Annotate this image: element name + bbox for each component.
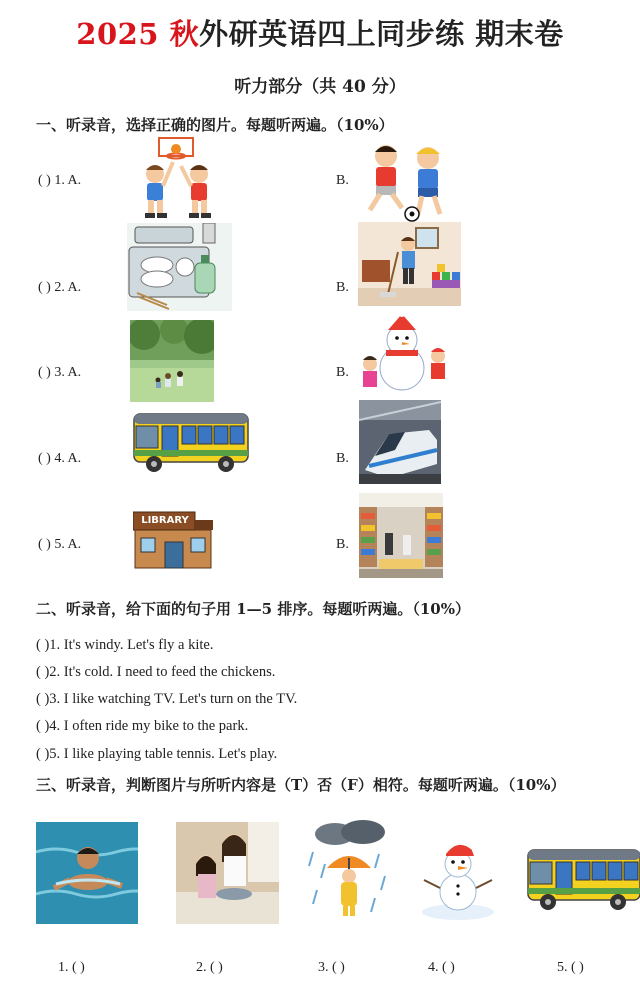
q5-b-label: B.	[336, 537, 349, 552]
s3-bus-image	[526, 846, 640, 914]
q2-label: ( ) 2. A.	[38, 280, 82, 295]
q3-b-label: B.	[336, 365, 349, 380]
q4-b-label: B.	[336, 451, 349, 466]
q3-label: ( ) 3. A.	[38, 365, 82, 380]
section2-heading: 二、听录音，给下面的句子用 1—5 排序。每题听两遍。（10%）	[36, 600, 470, 618]
q3-a-park-picnic-image	[130, 320, 214, 402]
q5-b-supermarket-image	[359, 493, 443, 578]
s3-answer-3: 3. ( )	[318, 960, 345, 975]
q4-b-train-image	[359, 400, 441, 484]
s3-swimming-image	[36, 822, 138, 924]
sentence-5: ( )5. I like playing table tennis. Let's play.	[36, 746, 278, 762]
q4-a-bus-image	[130, 410, 250, 474]
s3-snowman-image	[418, 838, 498, 922]
q1-label: ( ) 1. A.	[38, 173, 82, 188]
s3-rainy-image	[305, 818, 393, 922]
library-sign-text: LIBRARY	[141, 515, 189, 526]
sentence-2: ( )2. It's cold. I need to feed the chickens.	[36, 664, 276, 680]
q3-b-snowman-image	[358, 312, 454, 396]
q1-a-basketball-image	[127, 136, 227, 220]
q5-label: ( ) 5. A.	[38, 537, 82, 552]
s3-answer-2: 2. ( )	[196, 960, 223, 975]
q2-a-washing-dishes-image	[127, 223, 232, 311]
sentence-1: ( )1. It's windy. Let's fly a kite.	[36, 637, 214, 653]
sentence-4: ( )4. I often ride my bike to the park.	[36, 718, 249, 734]
page-subtitle: 听力部分（共 40 分）	[234, 77, 406, 97]
section3-heading: 三、听录音，判断图片与所听内容是（T）否（F）相符。每题听两遍。（10%）	[36, 776, 566, 794]
q1-b-football-image	[358, 136, 460, 222]
section1-heading: 一、听录音，选择正确的图片。每题听两遍。（10%）	[36, 116, 394, 134]
title-rest: 外研英语四上同步练 期末卷	[199, 17, 564, 51]
title-season: 秋	[169, 17, 200, 51]
sentence-3: ( )3. I like watching TV. Let's turn on the TV.	[36, 691, 298, 707]
q4-label: ( ) 4. A.	[38, 451, 82, 466]
q2-b-mopping-image	[358, 222, 461, 306]
s3-answer-5: 5. ( )	[557, 960, 584, 975]
s3-answer-1: 1. ( )	[58, 960, 85, 975]
q1-b-label: B.	[336, 173, 349, 188]
page-title	[0, 12, 640, 53]
q2-b-label: B.	[336, 280, 349, 295]
title-year: 2025	[76, 17, 159, 51]
s3-cooking-image	[176, 822, 279, 924]
s3-answer-4: 4. ( )	[428, 960, 455, 975]
